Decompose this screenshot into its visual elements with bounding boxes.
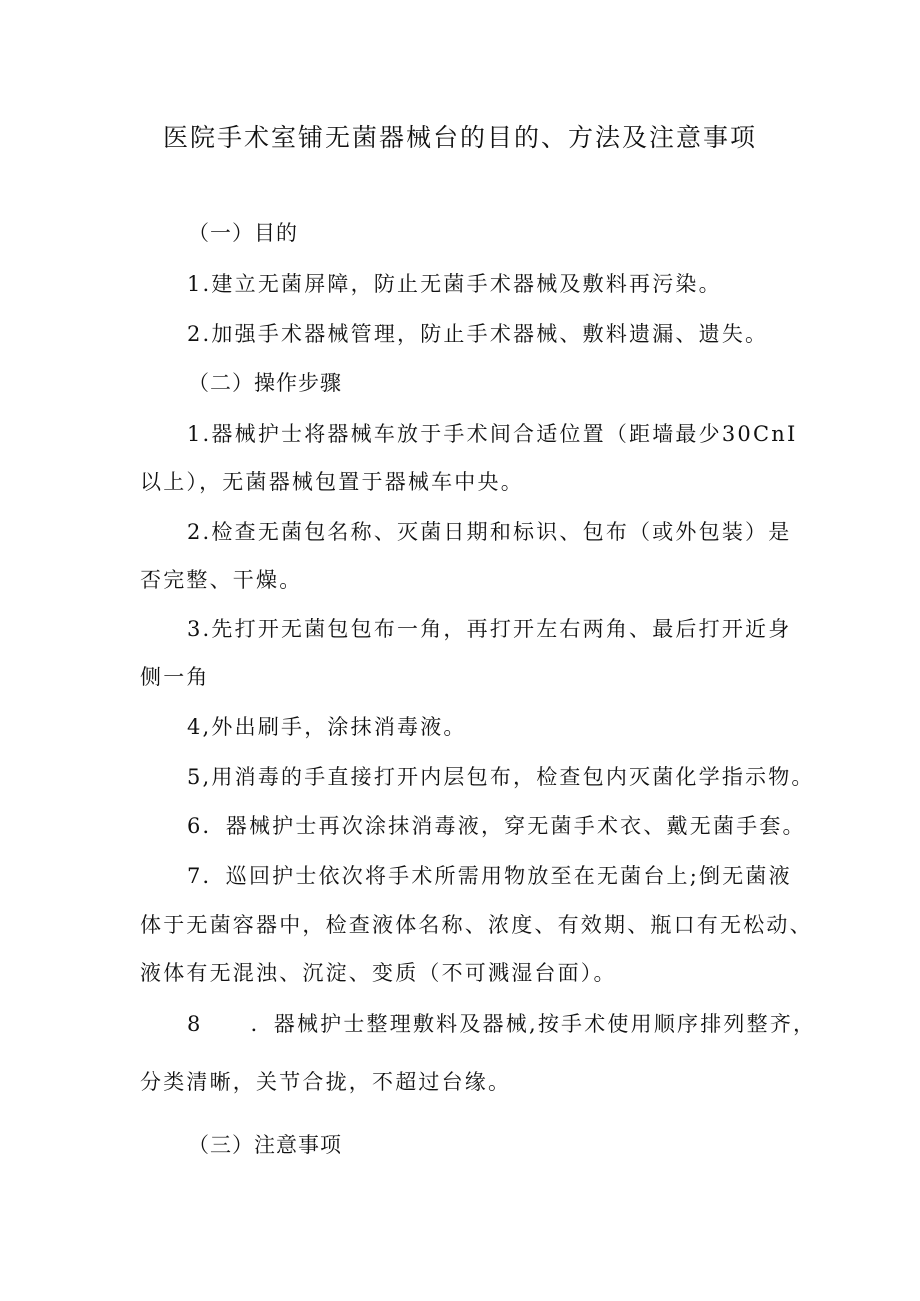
step-7-line-2: 体于无菌容器中，检查液体名称、浓度、有效期、瓶口有无松动、	[140, 913, 813, 937]
step-8-text: ．器械护士整理敷料及器械,按手术使用顺序排列整齐，	[250, 1012, 817, 1036]
step-1-line-2: 以上），无菌器械包置于器械车中央。	[140, 470, 524, 494]
section-heading-steps: （二）操作步骤	[188, 371, 342, 395]
step-7-line-3: 液体有无混浊、沉淀、变质（不可溅湿台面）。	[140, 961, 617, 985]
step-7-line-1: 7．巡回护士依次将手术所需用物放至在无菌台上;倒无菌液	[187, 864, 792, 888]
step-5-line-1: 5,用消毒的手直接打开内层包布，检查包内灭菌化学指示物。	[187, 765, 815, 789]
step-3-line-1: 3.先打开无菌包包布一角，再打开左右两角、最后打开近身	[187, 617, 792, 641]
step-1-line-1: 1.器械护士将器械车放于手术间合适位置（距墙最少30CnI	[187, 422, 798, 446]
purpose-item-2: 2.加强手术器械管理，防止手术器械、敷料遗漏、遗失。	[187, 322, 769, 346]
purpose-item-1: 1.建立无菌屏障，防止无菌手术器械及敷料再污染。	[187, 272, 722, 296]
step-2-line-1: 2.检查无菌包名称、灭菌日期和标识、包布（或外包装）是	[187, 520, 792, 544]
step-8-line-1	[187, 1008, 816, 1038]
section-heading-purpose: （一）目的	[188, 221, 298, 245]
step-8-line-2: 分类清晰，关节合拢，不超过台缘。	[140, 1070, 512, 1094]
page-title: 医院手术室铺无菌器械台的目的、方法及注意事项	[162, 123, 757, 152]
step-6-line-1: 6．器械护士再次涂抹消毒液，穿无菌手术衣、戴无菌手套。	[187, 814, 806, 838]
step-2-line-2: 否完整、干燥。	[140, 568, 303, 592]
section-heading-notes: （三）注意事项	[188, 1133, 342, 1157]
step-3-line-2: 侧一角	[140, 665, 210, 689]
step-8-number: 8	[187, 1012, 203, 1036]
step-4-line-1: 4,外出刷手，涂抹消毒液。	[187, 715, 467, 739]
